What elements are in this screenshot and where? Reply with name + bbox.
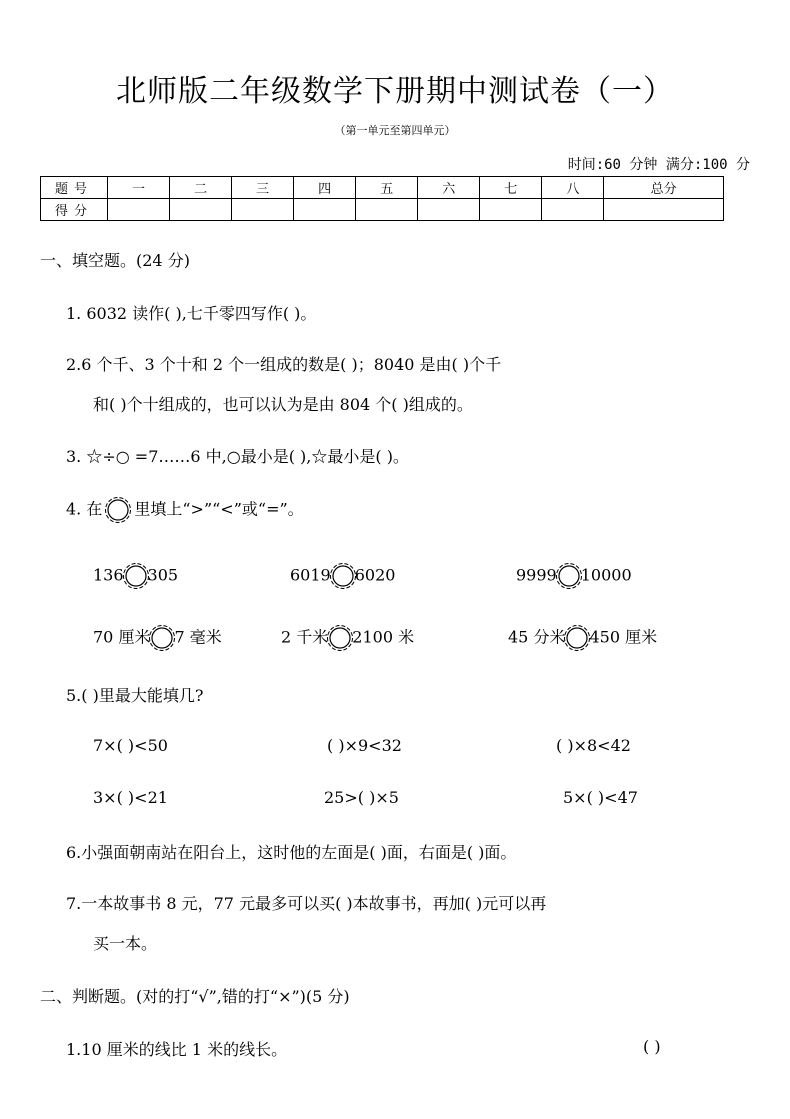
blank-expression: 5×( )<47 [563,788,638,807]
compare-item [508,624,657,652]
flower-circle-icon[interactable] [326,624,354,652]
blank-expression: ( )×9<32 [327,736,402,755]
compare-left: 45 分米 [508,627,566,647]
score-table-score-row [41,199,724,221]
blank-expression: ( )×8<42 [556,736,631,755]
score-table-col: 六 [418,177,480,199]
score-table-col: 一 [108,177,170,199]
compare-item [290,562,395,590]
answer-blank[interactable]: ( ) [643,1037,661,1056]
question-1-7-line1: 7.一本故事书 8 元，77 元最多可以买( )本故事书，再加( )元可以再 [66,894,547,913]
page-subtitle: （第一单元至第四单元） [334,124,456,137]
question-1-1: 1. 6032 读作( ),七千零四写作( )。 [66,304,317,323]
question-2-1: 1.10 厘米的线比 1 米的线长。 [66,1040,288,1059]
flower-circle-icon[interactable] [329,562,357,590]
compare-left: 136 [93,565,124,585]
time-info: 时间:60 分钟 满分:100 分 [567,157,750,173]
question-1-6: 6.小强面朝南站在阳台上，这时他的左面是( )面，右面是( )面。 [66,843,517,862]
compare-right: 10000 [580,565,632,585]
question-1-3: 3. ☆÷○ =7……6 中,○最小是( ),☆最小是( )。 [66,447,409,466]
compare-right: 6020 [354,565,396,585]
blank-expression: 25>( )×5 [324,788,399,807]
compare-right: 305 [147,565,179,585]
score-table-row-label: 题号 [41,177,108,199]
score-table-col: 四 [294,177,356,199]
page-title: 北师版二年级数学下册期中测试卷（一） [116,74,674,109]
compare-left: 70 厘米 [93,627,151,647]
score-table-col: 二 [170,177,232,199]
compare-left: 9999 [516,565,557,585]
score-cell[interactable] [542,199,604,221]
score-table-col: 八 [542,177,604,199]
score-cell[interactable] [170,199,232,221]
score-cell[interactable] [232,199,294,221]
blank-expression: 3×( )<21 [93,788,168,807]
section1-heading: 一、填空题。(24 分) [40,251,190,270]
compare-item [93,624,222,652]
section2-heading: 二、判断题。(对的打“√”,错的打“×”)(5 分) [40,987,350,1006]
compare-item [93,562,178,590]
score-table-col: 三 [232,177,294,199]
score-cell[interactable] [604,199,724,221]
score-cell[interactable] [356,199,418,221]
question-1-2-line2: 和( )个十组成的，也可以认为是由 804 个( )组成的。 [93,395,473,414]
question-1-7-line2: 买一本。 [93,934,158,953]
question-1-4 [66,496,304,524]
score-table-col: 五 [356,177,418,199]
compare-right: 450 厘米 [589,627,658,647]
flower-circle-icon [104,496,132,524]
question-1-4-suffix: 里填上“>”“<”或“=”。 [134,499,304,519]
flower-circle-icon[interactable] [563,624,591,652]
compare-right: 2100 米 [352,627,415,647]
flower-circle-icon[interactable] [122,562,150,590]
compare-left: 2 千米 [281,627,329,647]
flower-circle-icon[interactable] [148,624,176,652]
blank-expression: 7×( )<50 [93,736,168,755]
score-table-header-row [41,177,724,199]
question-1-5: 5.( )里最大能填几? [66,686,204,705]
score-table [40,176,724,221]
score-cell[interactable] [418,199,480,221]
question-1-2-line1: 2.6 个千、3 个十和 2 个一组成的数是( )；8040 是由( )个千 [66,355,502,374]
score-table-col: 七 [480,177,542,199]
flower-circle-icon[interactable] [555,562,583,590]
score-table-row-label: 得分 [41,199,108,221]
compare-left: 6019 [290,565,331,585]
score-table-col: 总分 [604,177,724,199]
question-1-4-prefix: 4. 在 [66,499,103,519]
score-cell[interactable] [108,199,170,221]
compare-right: 7 毫米 [174,627,222,647]
score-cell[interactable] [480,199,542,221]
compare-item [281,624,414,652]
score-cell[interactable] [294,199,356,221]
compare-item [516,562,632,590]
